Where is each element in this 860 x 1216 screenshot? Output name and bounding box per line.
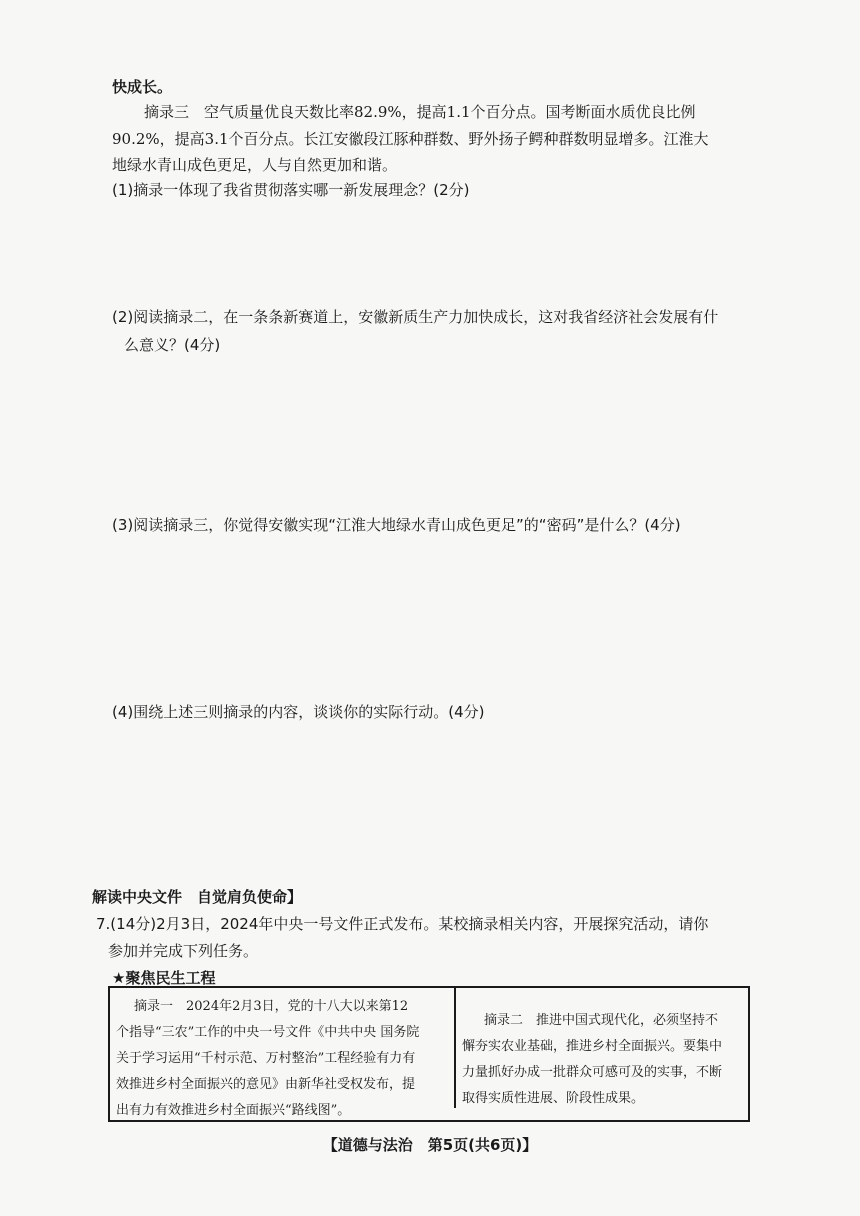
excerpt-1-line: 效推进乡村全面振兴的意见》由新华社受权发布，提 bbox=[116, 1077, 416, 1092]
box-divider bbox=[454, 988, 456, 1108]
question-7-line: 7.(14分)2月3日，2024年中央一号文件正式发布。某校摘录相关内容，开展探究活动，请你 bbox=[96, 915, 709, 933]
question-3: (3)阅读摘录三，你觉得安徽实现“江淮大地绿水青山成色更足”的“密码”是什么？(4分) bbox=[112, 516, 681, 534]
excerpt-3-line: 摘录三 空气质量优良天数比率82.9%，提高1.1个百分点。国考断面水质优良比例 bbox=[144, 103, 696, 121]
excerpt-2-line: 懈夯实农业基础，推进乡村全面振兴。要集中 bbox=[462, 1039, 723, 1054]
excerpt-2-line: 摘录二 推进中国式现代化，必须坚持不 bbox=[484, 1013, 719, 1028]
question-4: (4)围绕上述三则摘录的内容，谈谈你的实际行动。(4分) bbox=[112, 703, 485, 721]
excerpt-1-line: 出有力有效推进乡村全面振兴“路线图”。 bbox=[116, 1103, 351, 1118]
excerpt-3-line: 地绿水青山成色更足，人与自然更加和谐。 bbox=[112, 156, 398, 174]
excerpt-1-line: 摘录一 2024年2月3日，党的十八大以来第12 bbox=[134, 999, 409, 1014]
question-7-line: 参加并完成下列任务。 bbox=[108, 942, 259, 960]
page-footer: 【道德与法治 第5页(共6页)】 bbox=[322, 1136, 538, 1154]
top-fragment: 快成长。 bbox=[112, 78, 173, 96]
question-2-line: (2)阅读摘录二，在一条条新赛道上，安徽新质生产力加快成长，这对我省经济社会发展有什 bbox=[112, 308, 719, 326]
excerpt-2-line: 取得实质性进展、阶段性成果。 bbox=[462, 1091, 645, 1106]
excerpt-1-line: 个指导“三农”工作的中央一号文件《中共中央 国务院 bbox=[116, 1025, 420, 1040]
question-1: (1)摘录一体现了我省贯彻落实哪一新发展理念？(2分) bbox=[112, 181, 470, 199]
excerpt-1-line: 关于学习运用“千村示范、万村整治”工程经验有力有 bbox=[116, 1051, 416, 1066]
excerpt-box bbox=[108, 986, 750, 1122]
question-2-line: 么意义？(4分) bbox=[124, 336, 221, 354]
excerpt-3-line: 90.2%，提高3.1个百分点。长江安徽段江豚种群数、野外扬子鳄种群数明显增多。江淮大 bbox=[112, 130, 709, 148]
section-heading: 解读中央文件 自觉肩负使命】 bbox=[92, 888, 303, 906]
section-subheading: ★聚焦民生工程 bbox=[112, 969, 216, 987]
excerpt-2-line: 力量抓好办成一批群众可感可及的实事，不断 bbox=[462, 1065, 723, 1080]
